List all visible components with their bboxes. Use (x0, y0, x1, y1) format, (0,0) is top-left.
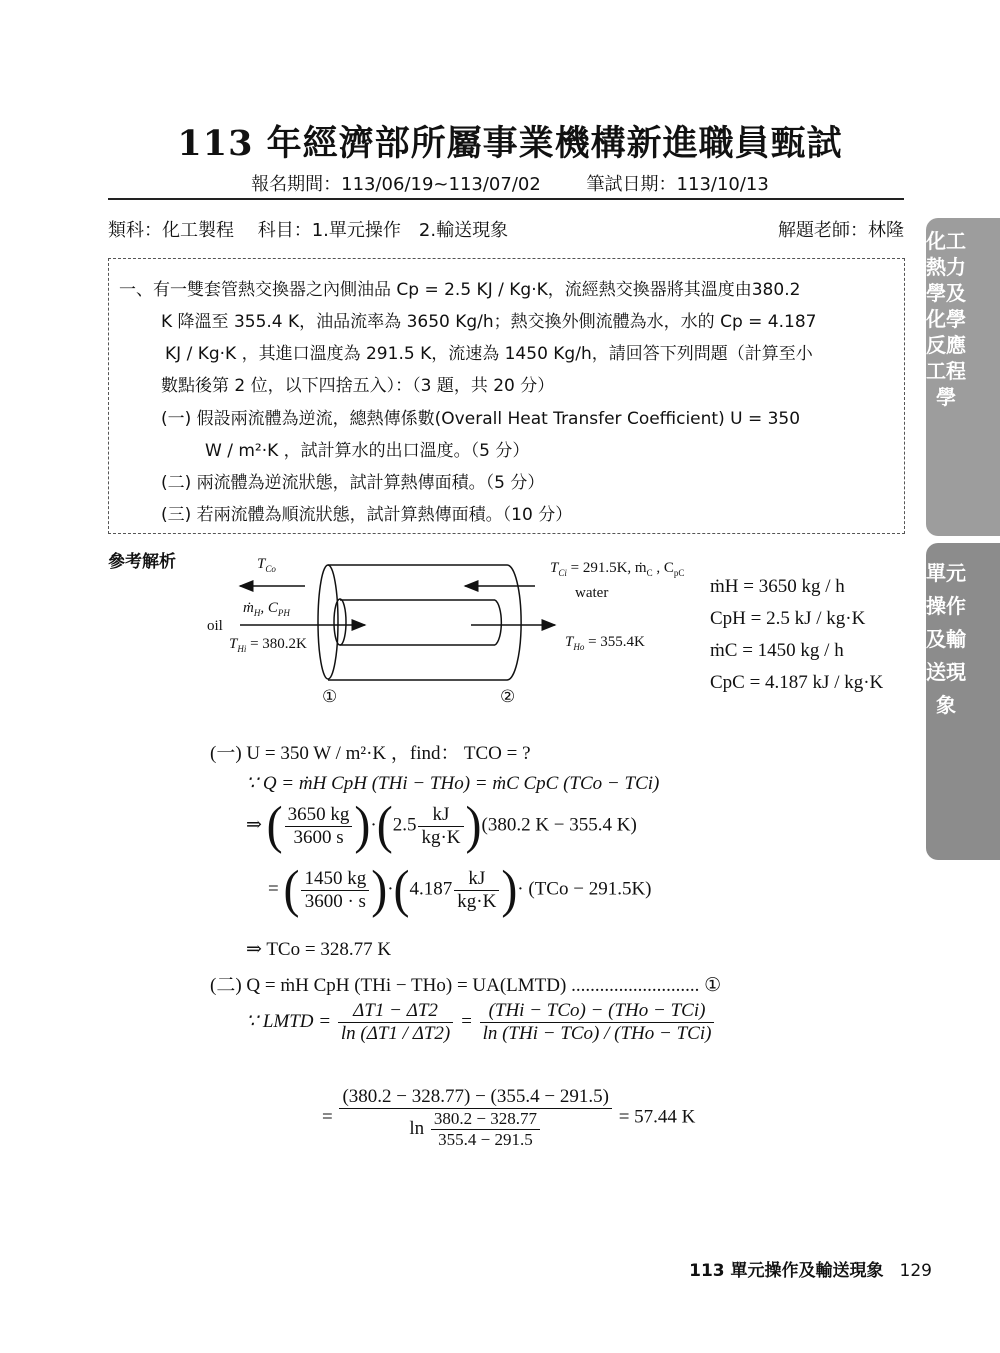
sub-question-3: (三) 若兩流體為順流狀態，試計算熱傳面積。（10 分） (161, 505, 573, 525)
question-line-4: 數點後第 2 位，以下四捨五入）：（3 題，共 20 分） (161, 376, 555, 396)
exam-dates (110, 170, 910, 196)
side-tab-thermo-label: 化工熱力學及化學反應工程學 (926, 229, 966, 409)
teacher: 解題老師：林隆 (778, 220, 904, 241)
flow-data-item: CpC = 4.187 kJ / kg·K (710, 672, 884, 693)
page-number: 129 (899, 1261, 932, 1281)
page-footer (689, 1256, 932, 1281)
solution-2-lmtd-calc: = (380.2 − 328.77) − (355.4 − 291.5) ln $\frac{380.2 - 328.77}{355.4 - 291.5}$ = 57.44 K (322, 1086, 696, 1149)
exam-date: 筆試日期：113/10/13 (586, 174, 769, 195)
question-line-2: K 降溫至 355.4 K，油品流率為 3650 Kg/h；熱交換外側流體為水，水的 Cp = 4.187 (161, 312, 817, 332)
registration-period: 報名期間：113/06/19~113/07/02 (251, 174, 541, 195)
marker-1: ① (322, 687, 338, 706)
sub-question-1b: W / m²·K ，試計算水的出口溫度。（5 分） (205, 441, 530, 461)
flow-data-list (710, 572, 883, 700)
marker-2: ② (500, 687, 516, 706)
solution-1-hot-side: ⇒ ( $\frac{3650 kg}{3600 s}$ )·(2.5 $\frac{kJ}{kg\cdot K}$ )(380.2 K − 355.4 K) (246, 796, 637, 855)
side-tab-unit-ops[interactable] (926, 543, 1000, 860)
flow-data-item: CpH = 2.5 kJ / kg·K (710, 608, 866, 629)
label-mh-cph: ṁ$_H$, $C_{PH}$ (243, 600, 290, 618)
category-line (108, 216, 526, 242)
category: 類科：化工製程 (108, 220, 234, 241)
question-box (108, 258, 905, 534)
flow-data-item: ṁC = 1450 kg / h (710, 640, 844, 661)
label-t-ci: $T_{Ci} = 291.5K$, ṁ$_C$ , $C_{pC}$ (550, 560, 685, 578)
page-title: 113 年經濟部所屬事業機構新進職員甄試 (177, 123, 843, 164)
flow-data-item: ṁH = 3650 kg / h (710, 576, 845, 597)
question-line-1: 一、有一雙套管熱交換器之內側油品 Cp = 2.5 KJ / Kg·K，流經熱交換器將其溫度由380.2 (119, 280, 801, 300)
solution-1-energy-balance: ∵ Q = ṁH CpH (THi − THo) = ṁC CpC (TCo − TCi) (246, 773, 660, 794)
sub-question-1a: (一) 假設兩流體為逆流，總熱傳係數(Overall Heat Transfer Coefficient) U = 350 (161, 409, 801, 429)
sub-question-2: (二) 兩流體為逆流狀態，試計算熱傳面積。（5 分） (161, 473, 545, 493)
question-line-3: KJ / Kg·K ，其進口溫度為 291.5 K，流速為 1450 Kg/h，請回答下列問題（計算至小 (165, 344, 813, 364)
lmtd-result: = 57.44 K (618, 1106, 696, 1128)
label-t-co: $T_{Co}$ (257, 556, 276, 574)
side-tab-thermo[interactable] (926, 218, 1000, 536)
solution-1-title: (一) U = 350 W / m²·K ，find： TCO = ? (210, 743, 531, 764)
label-t-ho: $T_{Ho} = 355.4K$ (565, 634, 645, 652)
inner-tube (334, 599, 501, 645)
side-tab-unit-ops-label: 單元操作及輸送現象 (926, 561, 966, 717)
label-water: water (575, 585, 609, 601)
solution-2-lmtd-formula: ∵ LMTD = $\frac{\Delta T1 - \Delta T2}{\ln (\Delta T1 / \Delta T2)}$ = $\frac{\text{(THi − TCo) − (THo − TCi)}}{\text{ln (THi − TCo) / (THo − TCi)}}$ (246, 1000, 716, 1045)
subject: 科目：1.單元操作 2.輸送現象 (257, 220, 509, 241)
footer-label: 113 單元操作及輸送現象 (689, 1261, 884, 1281)
label-oil: oil (207, 618, 223, 634)
outer-shell (318, 565, 521, 680)
heat-exchanger-diagram (195, 550, 695, 710)
solution-1-cold-side: = ( $\frac{1450 kg}{3600 \cdot s}$ )·(4.187 $\frac{kJ}{kg\cdot K}$ )· (TCo − 291.5K) (268, 860, 652, 919)
solution-2-title: (二) Q = ṁH CpH (THi − THo) = UA(LMTD) ........................... ① (210, 975, 722, 996)
reference-label: 參考解析 (108, 552, 176, 572)
header-divider (108, 198, 904, 200)
solution-1-result: ⇒ TCo = 328.77 K (246, 939, 392, 960)
label-t-hi: $T_{Hi} = 380.2K$ (229, 636, 307, 654)
